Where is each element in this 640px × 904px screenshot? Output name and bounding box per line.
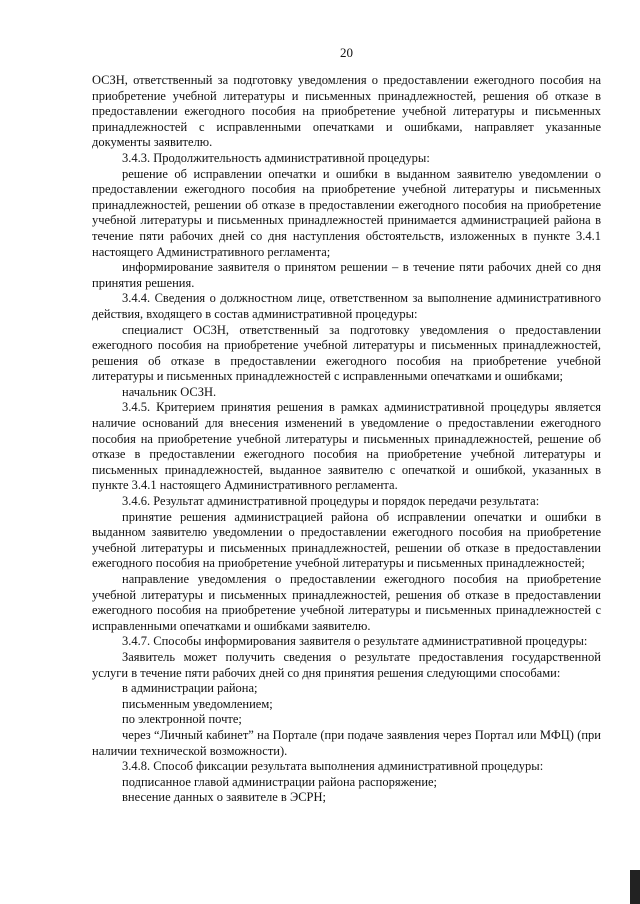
paragraph: 3.4.7. Способы информирования заявителя о результате административной процедуры:: [122, 634, 588, 649]
list-item: внесение данных о заявителе в ЭСРН;: [122, 790, 327, 805]
paragraph: начальник ОСЗН.: [122, 384, 217, 399]
paragraph: принятие решения администрацией района об исправлении опечатки и ошибки в выданном заявителю уведомлении о предоставлении ежегодного пособия на приобретение учебной литературы и письменных принадлежностей, решении об отказе в предоставлении ежегодного пособия на приобретение учебной литературы и письменных принадлежностей;: [92, 509, 601, 571]
paragraph: 3.4.3. Продолжительность административной процедуры:: [122, 150, 430, 165]
paragraph: 3.4.4. Сведения о должностном лице, ответственном за выполнение административного действия, входящего в состав административной процедуры:: [92, 291, 601, 321]
list-item: в администрации района;: [122, 681, 258, 696]
paragraph: информирование заявителя о принятом решении – в течение пяти рабочих дней со дня принятия решения.: [92, 260, 601, 290]
list-item: подписанное главой администрации района распоряжение;: [122, 774, 438, 789]
document-body: [92, 73, 601, 806]
paragraph: 3.4.5. Критерием принятия решения в рамках административной процедуры является наличие оснований для внесения изменений в уведомление о предоставлении ежегодного пособия на приобретение учебной литературы и письменных принадлежностей, решение об отказе в предоставлении ежегодного пособия на приобретение учебной литературы и письменных принадлежностей, выданное заявителю с опечаткой и ошибкой, указанных в пункте 3.4.1 настоящего Административного регламента.: [92, 400, 601, 493]
paragraph: ОСЗН, ответственный за подготовку уведомления о предоставлении ежегодного пособия на приобретение учебной литературы и письменных принадлежностей, решения об отказе в предоставлении ежегодного пособия на приобретение учебной литературы и письменных принадлежностей с исправленными опечатками и ошибками, направляет указанные документы заявителю.: [92, 73, 601, 150]
paragraph: решение об исправлении опечатки и ошибки в выданном заявителю уведомлении о предоставлении ежегодного пособия на приобретение учебной литературы и письменных принадлежностей, решении об отказе в предоставлении ежегодного пособия на приобретение учебной литературы и письменных принадлежностей принимается администрацией района в течение пяти рабочих дней со дня наступления обстоятельств, изложенных в пункте 3.4.1 настоящего Административного регламента;: [92, 166, 601, 259]
paragraph: 3.4.8. Способ фиксации результата выполнения административной процедуры:: [122, 759, 544, 774]
list-item: по электронной почте;: [122, 712, 242, 727]
list-item: через “Личный кабинет” на Портале (при подаче заявления через Портал или МФЦ) (при наличии технической возможности).: [92, 727, 601, 758]
paragraph: 3.4.6. Результат административной процедуры и порядок передачи результата:: [122, 494, 540, 509]
scan-edge-mark: [630, 870, 640, 904]
page-number: 20: [340, 45, 353, 60]
paragraph: Заявитель может получить сведения о результате предоставления государственной услуги в течение пяти рабочих дней со дня принятия решения следующими способами:: [92, 649, 601, 680]
paragraph: специалист ОСЗН, ответственный за подготовку уведомления о предоставлении ежегодного пособия на приобретение учебной литературы и письменных принадлежностей, решения об отказе в предоставлении ежегодного пособия на приобретение учебной литературы и письменных принадлежностей с исправленными опечатками и ошибками;: [92, 322, 601, 384]
paragraph: направление уведомления о предоставлении ежегодного пособия на приобретение учебной литературы и письменных принадлежностей, решения об отказе в предоставлении ежегодного пособия на приобретение учебной литературы и письменных принадлежностей с исправленными опечатками и ошибками заявителю.: [92, 572, 601, 633]
list-item: письменным уведомлением;: [122, 696, 273, 711]
